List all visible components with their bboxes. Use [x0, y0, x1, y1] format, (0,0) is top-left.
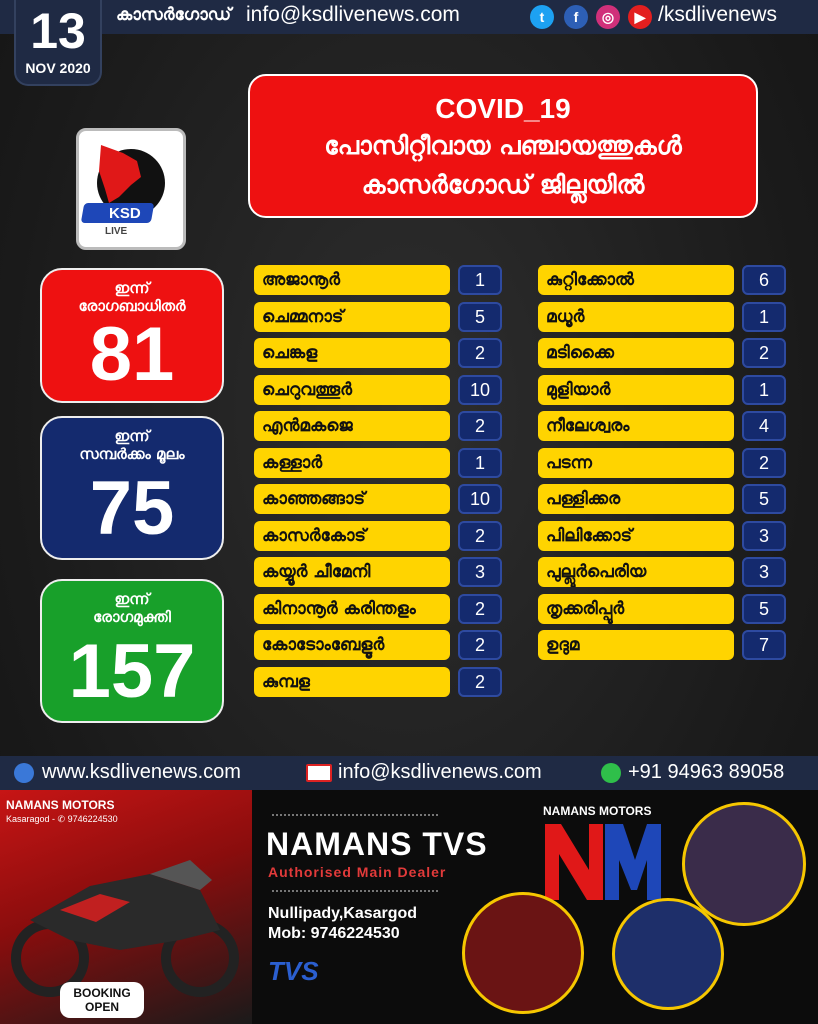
list-item [254, 521, 504, 551]
list-item [254, 265, 504, 295]
ad-right-name: NAMANS MOTORS [543, 804, 652, 818]
panchayat-name: പടന്ന [538, 448, 734, 478]
stat-card-recovered [40, 579, 224, 723]
title-line-3: കാസർഗോഡ് ജില്ലയിൽ [361, 170, 645, 199]
divider [272, 814, 438, 816]
divider [272, 890, 438, 892]
title-banner [248, 74, 758, 218]
ad-small-name: NAMANS MOTORS [6, 798, 115, 812]
panchayat-name: മധൂർ [538, 302, 734, 332]
case-count: 5 [742, 484, 786, 514]
ad-mobile: Mob: 9746224530 [268, 925, 400, 942]
ad-bike-panel [0, 790, 252, 1024]
case-count: 3 [742, 557, 786, 587]
ad-address-line: Nullipady,Kasargod [268, 905, 418, 922]
title-line-1: COVID_19 [435, 93, 571, 124]
panchayat-name: കള്ളാർ [254, 448, 450, 478]
advertisement[interactable] [0, 790, 818, 1024]
contact-email[interactable]: info@ksdlivenews.com [338, 761, 542, 783]
case-count: 2 [458, 667, 502, 697]
panchayat-name: കാഞ്ഞങ്ങാട് [254, 484, 450, 514]
facebook-icon[interactable]: f [564, 5, 588, 29]
list-item [254, 667, 504, 697]
date-month: NOV 2020 [25, 60, 91, 76]
case-count: 5 [458, 302, 502, 332]
case-count: 3 [742, 521, 786, 551]
list-item [254, 594, 504, 624]
case-count: 10 [458, 484, 502, 514]
case-count: 2 [742, 338, 786, 368]
website-link[interactable]: www.ksdlivenews.com [42, 761, 241, 783]
case-count: 5 [742, 594, 786, 624]
panchayat-name: നീലേശ്വരം [538, 411, 734, 441]
stat-label-1: ഇന്ന് [114, 590, 150, 608]
case-count: 7 [742, 630, 786, 660]
panchayat-name: ചെമ്മനാട് [254, 302, 450, 332]
scooter-photo-3 [682, 802, 806, 926]
whatsapp-icon [601, 763, 621, 783]
panchayat-name: കുമ്പള [254, 667, 450, 697]
list-item [254, 411, 504, 441]
panchayat-name: ഉദുമ [538, 630, 734, 660]
top-bar [0, 0, 818, 34]
case-count: 4 [742, 411, 786, 441]
list-item [538, 302, 788, 332]
list-item [538, 265, 788, 295]
header-email[interactable]: info@ksdlivenews.com [246, 3, 460, 26]
panchayat-name: കയ്യൂർ ചീമേനി [254, 557, 450, 587]
stat-value: 81 [89, 312, 175, 397]
list-item [254, 338, 504, 368]
stat-label-2: സമ്പർക്കം മൂലം [79, 445, 185, 463]
case-count: 2 [458, 338, 502, 368]
panchayat-name: എൻമകജെ [254, 411, 450, 441]
social-handle[interactable]: /ksdlivenews [658, 3, 778, 26]
scooter-photo-2 [612, 898, 724, 1010]
list-item [538, 630, 788, 660]
list-item [254, 302, 504, 332]
panchayat-name: പുല്ലൂർപെരിയ [538, 557, 734, 587]
panchayat-name: പിലിക്കോട് [538, 521, 734, 551]
list-item [538, 594, 788, 624]
case-count: 2 [458, 411, 502, 441]
case-count: 2 [742, 448, 786, 478]
stat-label-2: രോഗബാധിതർ [78, 297, 186, 315]
kerala-map-icon [79, 131, 183, 247]
panchayat-name: ചെറുവത്തൂർ [254, 375, 450, 405]
youtube-icon[interactable]: ▶ [628, 5, 652, 29]
panchayat-name: മുളിയാർ [538, 375, 734, 405]
nm-logo-icon [543, 820, 663, 904]
stat-card-contact [40, 416, 224, 560]
contact-phone[interactable]: +91 94963 89058 [628, 761, 785, 783]
ad-subtitle: Authorised Main Dealer [268, 864, 447, 880]
title-line-2: പോസിറ്റീവായ പഞ്ചായത്തുകൾ [324, 131, 682, 160]
list-item [254, 448, 504, 478]
list-item [538, 411, 788, 441]
list-item [254, 630, 504, 660]
stat-value: 157 [68, 629, 196, 714]
case-count: 2 [458, 521, 502, 551]
contact-bar [0, 756, 818, 790]
panchayat-name: കുറ്റിക്കോൽ [538, 265, 734, 295]
globe-icon [14, 763, 34, 783]
case-count: 2 [458, 630, 502, 660]
panchayat-name: പള്ളിക്കര [538, 484, 734, 514]
list-item [254, 557, 504, 587]
case-count: 1 [742, 375, 786, 405]
case-count: 1 [458, 448, 502, 478]
panchayat-name: തൃക്കരിപ്പൂർ [538, 594, 734, 624]
case-count: 3 [458, 557, 502, 587]
booking-open-badge: BOOKING OPEN [60, 982, 144, 1018]
logo-sub: LIVE [105, 226, 128, 237]
ad-small-mob: Kasaragod - ✆ 9746224530 [6, 814, 118, 824]
place-label: കാസർഗോഡ് [116, 5, 232, 25]
list-item [254, 484, 504, 514]
panchayat-name: മടിക്കൈ [538, 338, 734, 368]
case-count: 10 [458, 375, 502, 405]
logo-text: KSD [109, 205, 141, 222]
stat-label-2: രോഗമുക്തി [93, 608, 171, 626]
stat-card-infected [40, 268, 224, 403]
list-item [538, 338, 788, 368]
case-count: 1 [742, 302, 786, 332]
list-item [254, 375, 504, 405]
panchayat-name: കിനാനൂർ കരിന്തളം [254, 594, 450, 624]
stat-label-1: ഇന്ന് [114, 427, 150, 445]
panchayat-name: ചെങ്കള [254, 338, 450, 368]
list-item [538, 484, 788, 514]
list-item [538, 375, 788, 405]
tvs-logo: TVS [268, 956, 319, 986]
scooter-photo-1 [462, 892, 584, 1014]
date-badge [14, 0, 102, 86]
ad-title: NAMANS TVS [266, 826, 488, 862]
twitter-icon[interactable]: t [530, 5, 554, 29]
case-count: 2 [458, 594, 502, 624]
list-item [538, 448, 788, 478]
ksd-live-logo [76, 128, 186, 250]
ad-address [268, 904, 417, 944]
case-count: 1 [458, 265, 502, 295]
stat-label-1: ഇന്ന് [114, 279, 150, 297]
list-item [538, 557, 788, 587]
instagram-icon[interactable]: ◎ [596, 5, 620, 29]
panchayat-name: കോടോംബേളൂർ [254, 630, 450, 660]
panchayat-name: കാസർകോട് [254, 521, 450, 551]
list-item [538, 521, 788, 551]
mail-icon [306, 764, 332, 782]
case-count: 6 [742, 265, 786, 295]
panchayat-name: അജാനൂർ [254, 265, 450, 295]
date-day: 13 [30, 3, 86, 59]
stat-value: 75 [89, 466, 175, 551]
